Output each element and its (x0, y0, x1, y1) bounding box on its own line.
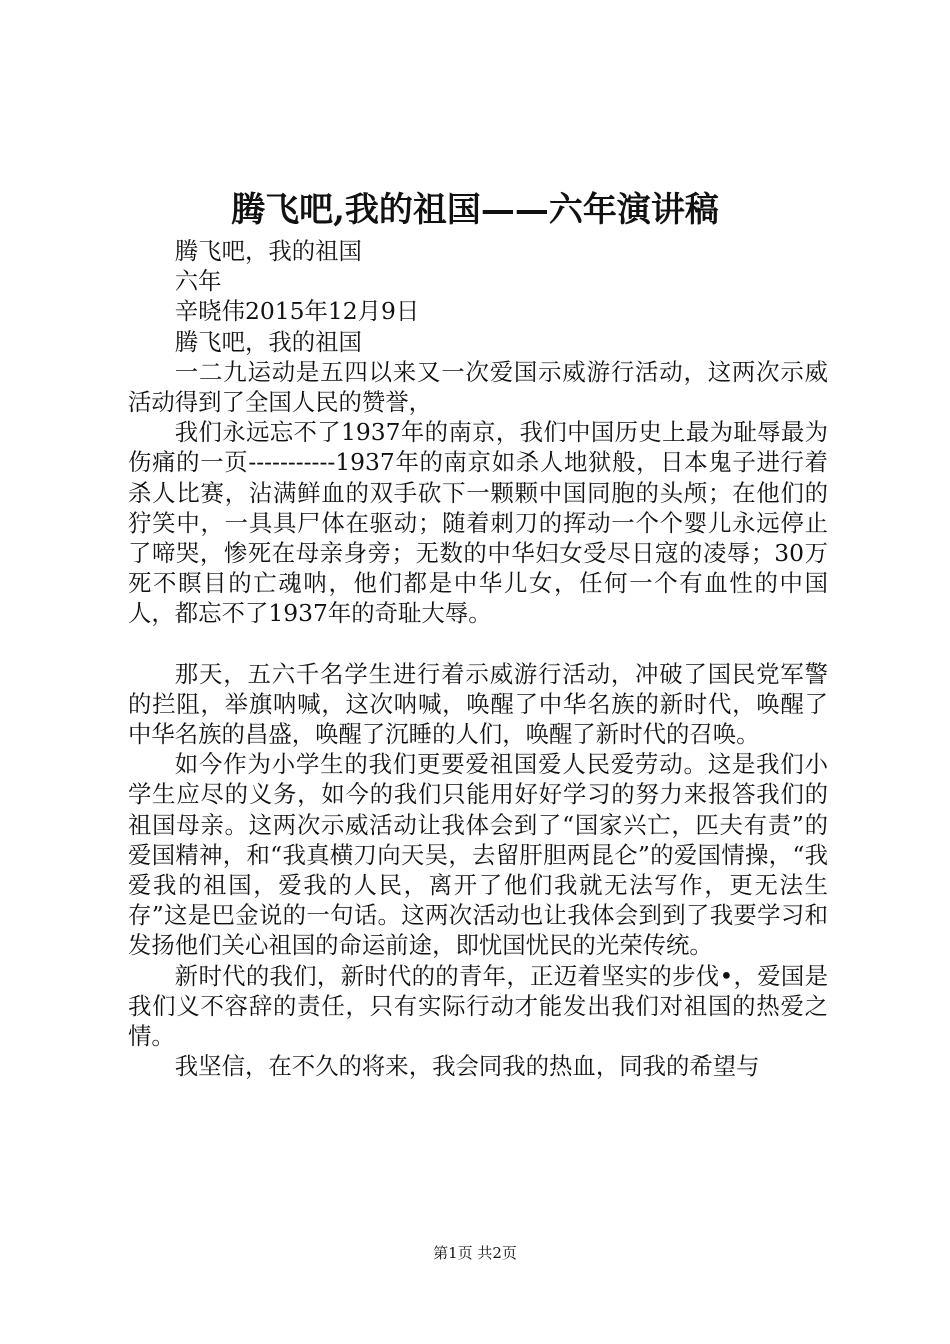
paragraph: 新时代的我们，新时代的的青年，正迈着坚实的步伐•，爱国是我们义不容辞的责任，只有实际行动才能发出我们对祖国的热爱之情。 (128, 961, 828, 1051)
paragraph: 我坚信，在不久的将来，我会同我的热血，同我的希望与 (174, 1052, 760, 1081)
author-date-line: 辛晓伟2015年12月9日 (174, 297, 420, 326)
heading-line: 腾飞吧，我的祖国 (174, 237, 362, 265)
grade-line: 六年 (174, 267, 222, 296)
page-number: 第1页 共2页 (433, 1244, 517, 1262)
document-body (128, 236, 828, 1081)
subtitle-line: 腾飞吧，我的祖国 (174, 327, 362, 356)
paragraph: 如今作为小学生的我们更要爱祖国爱人民爱劳动。这是我们小学生应尽的义务，如今的我们只能用好好学习的努力来报答我们的祖国母亲。这两次示威活动让我体会到了“国家兴亡，匹夫有责”的爱国精神，和“我真横刀向天吴，去留肝胆两昆仑”的爱国情操，“我爱我的祖国，爱我的人民，离开了他们我就无法写作，更无法生存”这是巴金说的一句话。这两次活动也让我体会到到了我要学习和发扬他们关心祖国的命运前途，即忧国忧民的光荣传统。 (128, 750, 828, 960)
paragraph: 我们永远忘不了1937年的南京，我们中国历史上最为耻辱最为伤痛的一页-----------1937年的南京如杀人地狱般，日本鬼子进行着杀人比赛，沾满鲜血的双手砍下一颗颗中国同胞的头颅；在他们的狞笑中，一具具尸体在驱动；随着刺刀的挥动一个个婴儿永远停止了啼哭，惨死在母亲身旁；无数的中华妇女受尽日寇的凌辱；30万死不瞑目的亡魂呐，他们都是中华儿女，任何一个有血性的中国人，都忘不了1937年的奇耻大辱。 (128, 418, 828, 628)
paragraph: 一二九运动是五四以来又一次爱国示威游行活动，这两次示威活动得到了全国人民的赞誉， (128, 357, 828, 417)
paragraph: 那天，五六千名学生进行着示威游行活动，冲破了国民党军警的拦阻，举旗呐喊，这次呐喊，唤醒了中华名族的新时代，唤醒了中华名族的昌盛，唤醒了沉睡的人们，唤醒了新时代的召唤。 (128, 659, 828, 749)
document-title: 腾飞吧,我的祖国——六年演讲稿 (231, 190, 719, 230)
